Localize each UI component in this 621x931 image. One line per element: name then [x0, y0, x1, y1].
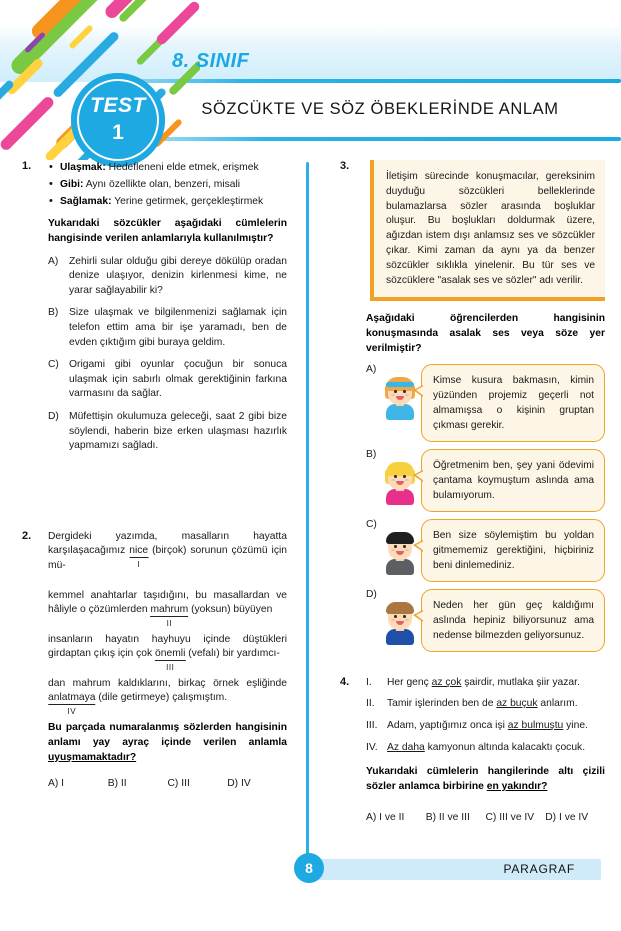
definition-term: Ulaşmak:: [60, 162, 106, 173]
text-fragment: (yoksun) büyüyen: [188, 604, 273, 616]
list-item: [48, 177, 287, 193]
test-badge-label: TEST: [90, 94, 146, 117]
question-3: [340, 160, 605, 652]
option-label: A): [48, 255, 59, 267]
decorative-stripe: [0, 95, 56, 152]
question-2-number: 2.: [22, 529, 32, 542]
option-label: C): [366, 518, 377, 530]
option-text: Origami gibi oyunlar çocuğun bir sonuca ulaşmak için sabırlı olmak gerektiğinin farkına varmasını da sağlar.: [69, 359, 287, 400]
definition-meaning: Hedefleneni elde etmek, erişmek: [105, 162, 259, 173]
question-1-stem: Yukarıdaki sözcükler aşağıdaki cümlelerin hangisinde verilen anlamlarıyla kullanılmıştır?: [48, 218, 287, 244]
decorative-stripe: [0, 0, 32, 12]
stem-underlined: en yakındır?: [486, 780, 548, 792]
question-1-number: 1.: [22, 160, 32, 172]
option-label: D): [366, 588, 377, 600]
question-4-item-1: [366, 676, 605, 691]
marker-roman: I: [137, 560, 141, 570]
definition-term: Gibi:: [60, 179, 84, 190]
answer-option-d[interactable]: D) I ve IV: [545, 811, 589, 823]
answer-option-b[interactable]: B) II ve III: [425, 811, 470, 823]
question-3-option-a[interactable]: [366, 364, 605, 442]
option-label: C): [48, 359, 59, 371]
roman-label: III.: [366, 719, 378, 731]
text-fragment: anlarım.: [537, 698, 578, 710]
underlined-phrase: az bulmuştu: [507, 719, 564, 731]
question-1-option-d[interactable]: [48, 410, 287, 454]
speech-bubble: Neden her gün geç kaldığımı aslında hepiniz biliyorsunuz ama nedense bilmezden geliyorsunuz.: [421, 589, 605, 652]
roman-label: II.: [366, 698, 375, 710]
avatar-girl-blonde: [380, 461, 420, 505]
text-fragment: Adam, yaptığımız onca işi: [387, 719, 508, 731]
underlined-phrase: az buçuk: [496, 698, 538, 710]
question-3-option-c[interactable]: [366, 519, 605, 582]
decorative-stripe: [68, 24, 93, 49]
decorative-stripe: [0, 79, 15, 113]
question-4-answers: [366, 812, 605, 823]
stem-text: Yukarıdaki cümlelerin hangilerinde altı çizili sözler anlamca birbirine: [366, 766, 605, 792]
marked-word-text: nice: [129, 545, 149, 557]
text-fragment: kamyonun altında kalacaktı çocuk.: [424, 741, 586, 753]
question-2: [22, 530, 287, 790]
test-badge-ring: [77, 79, 159, 161]
answer-option-b[interactable]: B) II: [107, 778, 127, 790]
marker-roman: II: [166, 619, 173, 629]
answer-option-c[interactable]: C) III: [167, 778, 190, 790]
marked-word-1: [129, 544, 149, 570]
stem-underlined: uyuşmamaktadır?: [48, 751, 137, 763]
speech-bubble: Kimse kusura bakmasın, kimin yüzünden projemiz geçerli not almamışsa o kişinin gruptan çıkması gerekir.: [421, 364, 605, 442]
answer-option-c[interactable]: C) III ve IV: [485, 811, 535, 823]
page-footer: [0, 855, 621, 885]
question-3-stem: Aşağıdaki öğrencilerden hangisinin konuşmasında asalak ses veya söze yer verilmiştir?: [366, 313, 605, 354]
marked-word-text: mahrum: [150, 604, 189, 616]
column-divider: [306, 162, 309, 859]
speech-bubble: Öğretmenim ben, şey yani ödevimi çantama koymuştum aslında ama bulamıyorum.: [421, 449, 605, 512]
list-item: [48, 160, 287, 176]
marked-word-2: [150, 603, 189, 629]
question-1: [22, 160, 287, 454]
option-label: B): [48, 307, 59, 319]
text-fragment: Tamir işlerinden ben de: [387, 698, 497, 710]
question-4-item-2: [366, 697, 605, 712]
text-fragment: yine.: [563, 719, 588, 731]
decorative-stripe: [155, 0, 200, 46]
page-title: SÖZCÜKTE VE SÖZ ÖBEKLERİNDE ANLAM: [201, 100, 559, 118]
definition-meaning: Aynı özellikte olan, benzeri, misali: [83, 179, 241, 190]
roman-label: I.: [366, 676, 372, 688]
question-2-line-2: [48, 589, 287, 629]
question-3-option-b[interactable]: [366, 449, 605, 512]
text-fragment: dan mahrum kaldıklarını, birkaç örnek eşliğinde: [48, 677, 287, 689]
option-label: B): [366, 448, 377, 460]
question-1-option-a[interactable]: [48, 255, 287, 299]
text-fragment: insanların hayatın hayhuyu içinde düştükleri girdaptan çıkış için çok: [48, 633, 287, 660]
question-3-passage: İletişim sürecinde konuşmacılar, gereksinim duyduğu sözcükleri belleklerinde bulamazlarsa sözler arasında boşluklar oluşur. Bu boşlukları doldurmak üzere, ağızdan istem dışı anlamsız ses ve sözcükler çıkar. Kimi zaman da aynı ya da benzer sözcükler sıklıkla yinelenir. Bu tür ses ve sözcüklere "asalak ses ve sözler" adı verilir.: [370, 160, 605, 301]
option-text: Size ulaşmak ve bilgilenmenizi sağlamak için telefon ettim ama bir işe yaramadı, ben de evden çıktığım gibi buraya geldim.: [69, 307, 287, 348]
stem-text: Bu parçada numaralanmış sözlerden hangisinin anlamı yay ayraç içinde verilen anlamla: [48, 722, 287, 748]
question-1-option-b[interactable]: [48, 306, 287, 350]
avatar-girl-headband: [380, 376, 420, 420]
page-number: 8: [305, 860, 313, 876]
speech-bubble: Ben size söylemiştim bu yoldan gitmememiz gerektiğini, hiçbiriniz beni dinlemediniz.: [421, 519, 605, 582]
marked-word-text: anlatmaya: [48, 692, 96, 704]
question-2-answers: [48, 778, 287, 789]
answer-option-a[interactable]: A) I: [48, 778, 65, 790]
text-fragment: Her genç: [387, 676, 432, 688]
avatar-boy-black-hair: [380, 531, 420, 575]
test-badge: [71, 73, 165, 167]
text-fragment: şairdir, mutlaka şiir yazar.: [461, 676, 580, 688]
text-fragment: (dile getirmeye) çalışmıştım.: [95, 692, 228, 704]
underlined-phrase: az çok: [431, 676, 462, 688]
marker-roman: IV: [67, 707, 77, 717]
definition-list: [48, 160, 287, 210]
option-label: D): [48, 410, 59, 422]
roman-label: IV.: [366, 741, 378, 753]
answer-option-a[interactable]: A) I ve II: [366, 811, 405, 823]
marker-roman: III: [166, 663, 175, 673]
question-2-stem: [48, 721, 287, 765]
question-4-item-4: [366, 741, 605, 756]
question-2-line-1: [48, 530, 287, 574]
page-header: [0, 0, 621, 152]
question-3-number: 3.: [340, 160, 350, 172]
answer-option-d[interactable]: D) IV: [227, 778, 251, 790]
definition-term: Sağlamak:: [60, 196, 112, 207]
marked-word-text: önemli: [155, 648, 186, 660]
text-fragment: (birçok) sorunun çözümü için mü-: [48, 545, 287, 571]
question-4: [340, 676, 605, 823]
option-text: Zehirli sular olduğu gibi dereye dökülüp oradan denize ulaşıyor, denizin kirlenmesi kime, ne yarar sağlayabilir ki?: [69, 255, 287, 296]
question-2-line-3: [48, 633, 287, 673]
left-column: [22, 160, 287, 799]
question-4-number: 4.: [340, 675, 350, 688]
option-label: A): [366, 363, 377, 375]
test-badge-number: 1: [112, 121, 124, 144]
question-1-option-c[interactable]: [48, 358, 287, 402]
text-fragment: kemmel anahtarlar taşıdığını, bu masallardan ve hâliyle o çözümlerden: [48, 589, 287, 616]
avatar-boy-brown-hair: [380, 601, 420, 645]
question-2-line-4: [48, 677, 287, 717]
text-fragment: (vefalı) bir yardımcı-: [185, 648, 280, 660]
option-text: Müfettişin okulumuza geleceği, saat 2 gibi bize söylendi, haberin bize erken ulaşması hazırlık yapmamızı sağladı.: [69, 410, 287, 452]
marked-word-3: [155, 647, 186, 673]
list-item: [48, 194, 287, 210]
footer-label: PARAGRAF: [503, 862, 575, 876]
underlined-phrase: Az daha: [387, 741, 425, 753]
question-4-item-3: [366, 719, 605, 734]
question-3-option-d[interactable]: [366, 589, 605, 652]
definition-meaning: Yerine getirmek, gerçekleştirmek: [111, 196, 264, 207]
question-4-stem: [366, 765, 605, 795]
marked-word-4: [48, 691, 96, 717]
right-column: [340, 160, 605, 833]
grade-label: 8. SINIF: [172, 50, 250, 72]
text-fragment: Dergideki yazımda, masalların hayatta karşılaşacağımız: [48, 530, 287, 557]
